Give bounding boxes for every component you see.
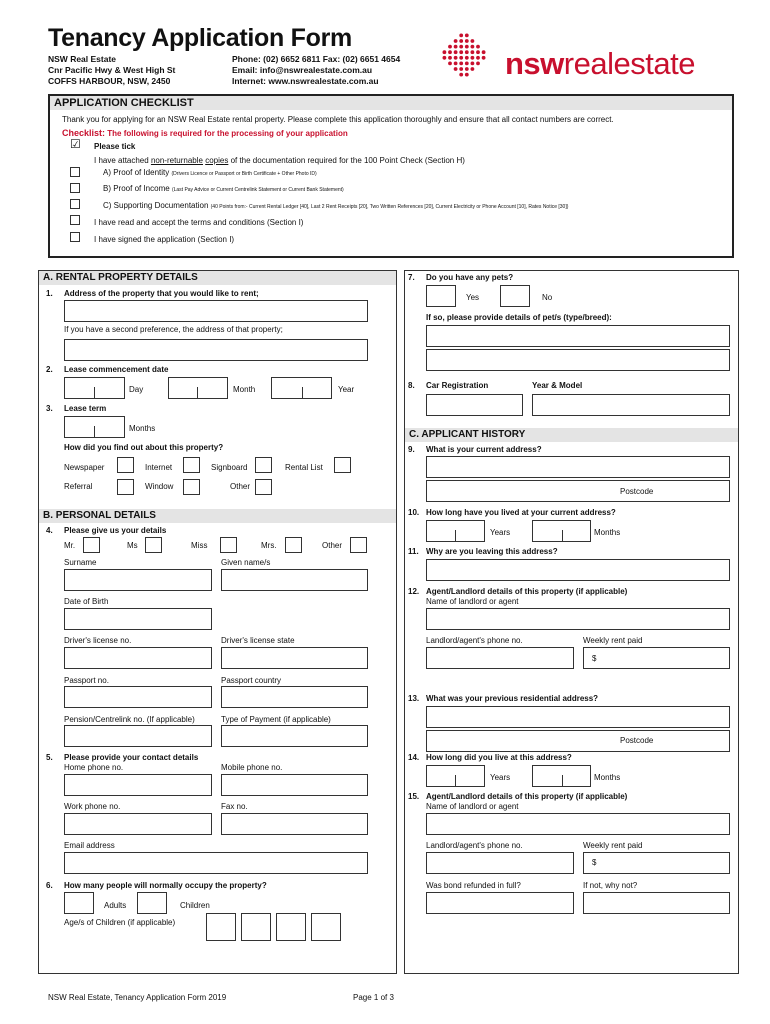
checkbox-proof-identity[interactable] [70, 167, 80, 177]
internet-label: Internet [145, 463, 173, 472]
pets-yes-input[interactable] [426, 285, 456, 307]
logo-dot [443, 50, 447, 54]
child-age-input-2[interactable] [241, 913, 271, 941]
section-a-heading: A. RENTAL PROPERTY DETAILS [39, 271, 396, 285]
license-no-input[interactable] [64, 647, 212, 669]
q6-number: 6. [46, 881, 53, 890]
previous-landlord-phone-input[interactable] [426, 852, 574, 874]
lease-month-input[interactable] [168, 377, 228, 399]
q9-label: What is your current address? [426, 445, 542, 454]
term-divider [94, 426, 95, 438]
lease-months-label: Months [129, 424, 156, 433]
current-years-divider [455, 530, 456, 542]
logo-dot [482, 56, 486, 60]
form-title: Tenancy Application Form [48, 24, 352, 52]
leaving-reason-input[interactable] [426, 559, 730, 581]
company-logo [505, 47, 695, 81]
child-age-input-4[interactable] [311, 913, 341, 941]
license-state-label: Driver's license state [221, 636, 295, 645]
mr-checkbox[interactable] [83, 537, 100, 553]
signed-label: I have signed the application (Section I) [94, 235, 235, 244]
logo-dot [471, 62, 475, 66]
year-divider [302, 387, 303, 399]
logo-regular-text: realestate [563, 46, 695, 81]
logo-dot [454, 56, 458, 60]
current-rent-dollar-sign: $ [592, 654, 597, 663]
logo-dot [471, 39, 475, 43]
newspaper-label: Newspaper [64, 463, 105, 472]
copies-text: copies [205, 156, 229, 165]
previous-weekly-rent-input[interactable] [583, 852, 730, 874]
proof-income-label [103, 184, 344, 195]
window-checkbox[interactable] [183, 479, 200, 495]
agency-phone-fax: Phone: (02) 6652 6811 Fax: (02) 6651 4654 [232, 54, 401, 64]
q11-label: Why are you leaving this address? [426, 547, 558, 556]
logo-dot [454, 67, 458, 71]
given-names-input[interactable] [221, 569, 368, 591]
mr-label: Mr. [64, 541, 76, 550]
non-returnable-text: non-returnable [150, 156, 203, 165]
previous-landlord-name-label: Name of landlord or agent [426, 802, 519, 811]
dob-label: Date of Birth [64, 597, 109, 606]
footer-form-name: NSW Real Estate, Tenancy Application Form 2019 [48, 993, 227, 1002]
q10-number: 10. [408, 508, 420, 517]
agency-internet: Internet: www.nswrealestate.com.au [232, 76, 379, 86]
email-label: Email address [64, 841, 115, 850]
logo-dot [459, 34, 463, 38]
q2-number: 2. [46, 365, 53, 374]
supporting-docs-label [103, 201, 568, 212]
passport-no-label: Passport no. [64, 676, 109, 685]
previous-years-label: Years [490, 773, 511, 782]
logo-dot [459, 45, 463, 49]
logo-dot [471, 50, 475, 54]
bond-refunded-input[interactable] [426, 892, 574, 914]
payment-type-input[interactable] [221, 725, 368, 747]
q8-number: 8. [408, 381, 415, 390]
q7-label: Do you have any pets? [426, 273, 514, 282]
previous-address-input-2[interactable] [426, 730, 730, 752]
ms-label: Ms [127, 541, 138, 550]
pension-no-input[interactable] [64, 725, 212, 747]
current-years-label: Years [490, 528, 511, 537]
children-label: Children [180, 901, 210, 910]
agency-address-line1: Cnr Pacific Hwy & West High St [48, 65, 176, 75]
other-title-checkbox[interactable] [350, 537, 367, 553]
agency-name: NSW Real Estate [48, 54, 117, 64]
child-age-input-3[interactable] [276, 913, 306, 941]
q4-label: Please give us your details [64, 526, 167, 535]
q5-label: Please provide your contact details [64, 753, 199, 762]
referral-label: Referral [64, 482, 93, 491]
pets-no-label: No [542, 293, 553, 302]
mobile-phone-input[interactable] [221, 774, 368, 796]
logo-bold-text: nsw [505, 46, 564, 81]
item-a-small: (Drivers Licence or Passport or Birth Certificate + Other Photo ID) [171, 171, 317, 177]
checklist-note: The following is required for the processing of your application [107, 129, 348, 138]
day-divider [94, 387, 95, 399]
pets-yes-label: Yes [466, 293, 480, 302]
logo-dot [454, 62, 458, 66]
logo-dot [465, 34, 469, 38]
current-weekly-rent-label: Weekly rent paid [583, 636, 643, 645]
property-address-input[interactable] [64, 300, 368, 322]
current-months-label: Months [594, 528, 621, 537]
previous-weekly-rent-label: Weekly rent paid [583, 841, 643, 850]
logo-dot [482, 50, 486, 54]
current-landlord-phone-input[interactable] [426, 647, 574, 669]
current-landlord-name-label: Name of landlord or agent [426, 597, 519, 606]
newspaper-checkbox[interactable] [117, 457, 134, 473]
previous-months-divider [562, 775, 563, 787]
terms-label: I have read and accept the terms and conditions (Section I) [94, 218, 304, 227]
hundred-point-pre: I have attached [94, 156, 151, 165]
year-model-input[interactable] [532, 394, 730, 416]
bond-refunded-label: Was bond refunded in full? [426, 881, 521, 890]
checkbox-proof-income[interactable] [70, 183, 80, 193]
q1-number: 1. [46, 289, 53, 298]
why-not-label: If not, why not? [583, 881, 638, 890]
item-b-text: B) Proof of Income [103, 184, 170, 193]
logo-dot [459, 73, 463, 77]
ms-checkbox[interactable] [145, 537, 162, 553]
adults-input[interactable] [64, 892, 94, 914]
adults-label: Adults [104, 901, 127, 910]
referral-checkbox[interactable] [117, 479, 134, 495]
logo-dot [459, 39, 463, 43]
item-b-small: (Last Pay Advice or Current Centrelink Statement or Current Bank Statement) [171, 187, 344, 193]
month-divider [197, 387, 198, 399]
previous-rent-dollar-sign: $ [592, 858, 597, 867]
q3-label: Lease term [64, 404, 107, 413]
q3-number: 3. [46, 404, 53, 413]
logo-dot [471, 56, 475, 60]
signboard-checkbox[interactable] [255, 457, 272, 473]
pets-details-label: If so, please provide details of pet/s (type/breed): [426, 313, 612, 322]
current-postcode-label: Postcode [620, 487, 654, 496]
miss-label: Miss [191, 541, 208, 550]
q10-label: How long have you lived at your current address? [426, 508, 616, 517]
section-b-heading: B. PERSONAL DETAILS [39, 509, 396, 523]
year-model-label: Year & Model [532, 381, 583, 390]
please-tick-box [70, 137, 81, 151]
logo-dots-icon [440, 30, 506, 80]
surname-input[interactable] [64, 569, 212, 591]
passport-country-input[interactable] [221, 686, 368, 708]
second-preference-input[interactable] [64, 339, 368, 361]
checkbox-signed[interactable] [70, 232, 80, 242]
proof-identity-label [103, 168, 317, 179]
logo-dot [465, 50, 469, 54]
q14-label: How long did you live at this address? [426, 753, 572, 762]
payment-type-label: Type of Payment (if applicable) [221, 715, 331, 724]
logo-dot [465, 73, 469, 77]
logo-dot [454, 50, 458, 54]
q13-number: 13. [408, 694, 420, 703]
rental-list-label: Rental List [285, 463, 323, 472]
item-a-text: A) Proof of Identity [103, 168, 170, 177]
logo-dot [448, 50, 452, 54]
day-label: Day [129, 385, 144, 394]
rental-list-checkbox[interactable] [334, 457, 351, 473]
license-no-label: Driver's license no. [64, 636, 132, 645]
miss-checkbox[interactable] [220, 537, 237, 553]
other-source-checkbox[interactable] [255, 479, 272, 495]
logo-dot [465, 62, 469, 66]
surname-label: Surname [64, 558, 97, 567]
mobile-phone-label: Mobile phone no. [221, 763, 283, 772]
section-c-heading: C. APPLICANT HISTORY [405, 428, 738, 442]
checkbox-terms[interactable] [70, 215, 80, 225]
logo-dot [465, 67, 469, 71]
logo-dot [471, 67, 475, 71]
logo-dot [459, 67, 463, 71]
children-ages-label: Age/s of Children (if applicable) [64, 918, 176, 927]
checkmark-icon: ☑ [70, 137, 81, 151]
fax-input[interactable] [221, 813, 368, 835]
logo-dot [471, 45, 475, 49]
logo-dot [465, 56, 469, 60]
logo-dot [476, 56, 480, 60]
home-phone-label: Home phone no. [64, 763, 124, 772]
logo-dot [465, 45, 469, 49]
checklist-note-line [62, 128, 348, 139]
found-property-label: How did you find out about this property? [64, 443, 224, 452]
checklist-label: Checklist: [62, 128, 106, 138]
fax-label: Fax no. [221, 802, 248, 811]
hundred-point-text [94, 156, 465, 166]
why-not-input[interactable] [583, 892, 730, 914]
passport-country-label: Passport country [221, 676, 282, 685]
q11-number: 11. [408, 547, 419, 556]
previous-years-divider [455, 775, 456, 787]
work-phone-input[interactable] [64, 813, 212, 835]
email-input[interactable] [64, 852, 368, 874]
agency-email: Email: info@nswrealestate.com.au [232, 65, 373, 75]
q5-number: 5. [46, 753, 53, 762]
previous-landlord-name-input[interactable] [426, 813, 730, 835]
current-months-divider [562, 530, 563, 542]
logo-dot [465, 39, 469, 43]
pets-details-input-2[interactable] [426, 349, 730, 371]
current-landlord-name-input[interactable] [426, 608, 730, 630]
q1-label: Address of the property that you would like to rent; [64, 289, 259, 298]
signboard-label: Signboard [211, 463, 248, 472]
other-title-label: Other [322, 541, 343, 550]
q15-number: 15. [408, 792, 420, 801]
item-c-text: C) Supporting Documentation [103, 201, 209, 210]
logo-dot [476, 45, 480, 49]
logo-dot [454, 45, 458, 49]
q15-label: Agent/Landlord details of this property (if applicable) [426, 792, 628, 801]
window-label: Window [145, 482, 174, 491]
item-c-small: (40 Points from:- Current Rental Ledger [40], Last 2 Rent Receipts [20], Two Written References [20], Current Electricity or Phone Account [10], Rates Notice [30]) [210, 204, 569, 210]
q4-number: 4. [46, 526, 53, 535]
pets-details-input-1[interactable] [426, 325, 730, 347]
logo-dot [476, 50, 480, 54]
q6-label: How many people will normally occupy the property? [64, 881, 267, 890]
logo-dot [448, 62, 452, 66]
pets-no-input[interactable] [500, 285, 530, 307]
q7-number: 7. [408, 273, 415, 282]
q14-number: 14. [408, 753, 420, 762]
current-address-input-1[interactable] [426, 456, 730, 478]
current-weekly-rent-input[interactable] [583, 647, 730, 669]
checklist-intro: Thank you for applying for an NSW Real Estate rental property. Please complete this application thoroughly and ensure that all contact numbers are correct. [62, 115, 614, 124]
home-phone-input[interactable] [64, 774, 212, 796]
checkbox-supporting-docs[interactable] [70, 199, 80, 209]
agency-address-line2: COFFS HARBOUR, NSW, 2450 [48, 76, 171, 86]
mrs-checkbox[interactable] [285, 537, 302, 553]
previous-address-input-1[interactable] [426, 706, 730, 728]
passport-no-input[interactable] [64, 686, 212, 708]
pension-no-label: Pension/Centrelink no. (If applicable) [64, 715, 195, 724]
q12-number: 12. [408, 587, 420, 596]
logo-dot [443, 56, 447, 60]
internet-checkbox[interactable] [183, 457, 200, 473]
given-names-label: Given name/s [221, 558, 271, 567]
please-tick-label: Please tick [94, 142, 136, 151]
checklist-heading: APPLICATION CHECKLIST [50, 96, 732, 110]
license-state-input[interactable] [221, 647, 368, 669]
children-input[interactable] [137, 892, 167, 914]
child-age-input-1[interactable] [206, 913, 236, 941]
current-address-input-2[interactable] [426, 480, 730, 502]
logo-dot [454, 39, 458, 43]
logo-dot [459, 62, 463, 66]
previous-months-label: Months [594, 773, 621, 782]
hundred-point-post: of the documentation required for the 100 Point Check (Section H) [228, 156, 465, 165]
logo-dot [476, 62, 480, 66]
q13-label: What was your previous residential address? [426, 694, 599, 703]
logo-dot [448, 45, 452, 49]
previous-postcode-label: Postcode [620, 736, 654, 745]
second-preference-label: If you have a second preference, the address of that property; [64, 325, 283, 334]
mrs-label: Mrs. [261, 541, 277, 550]
car-registration-input[interactable] [426, 394, 523, 416]
current-landlord-phone-label: Landlord/agent's phone no. [426, 636, 523, 645]
q12-label: Agent/Landlord details of this property (if applicable) [426, 587, 628, 596]
month-label: Month [233, 385, 256, 394]
other-source-label: Other [230, 482, 251, 491]
logo-dot [459, 56, 463, 60]
logo-dot [448, 56, 452, 60]
footer-page-number: Page 1 of 3 [353, 993, 394, 1002]
work-phone-label: Work phone no. [64, 802, 121, 811]
dob-input[interactable] [64, 608, 212, 630]
previous-landlord-phone-label: Landlord/agent's phone no. [426, 841, 523, 850]
logo-dot [459, 50, 463, 54]
q9-number: 9. [408, 445, 415, 454]
car-registration-label: Car Registration [426, 381, 489, 390]
q2-label: Lease commencement date [64, 365, 169, 374]
year-label: Year [338, 385, 355, 394]
